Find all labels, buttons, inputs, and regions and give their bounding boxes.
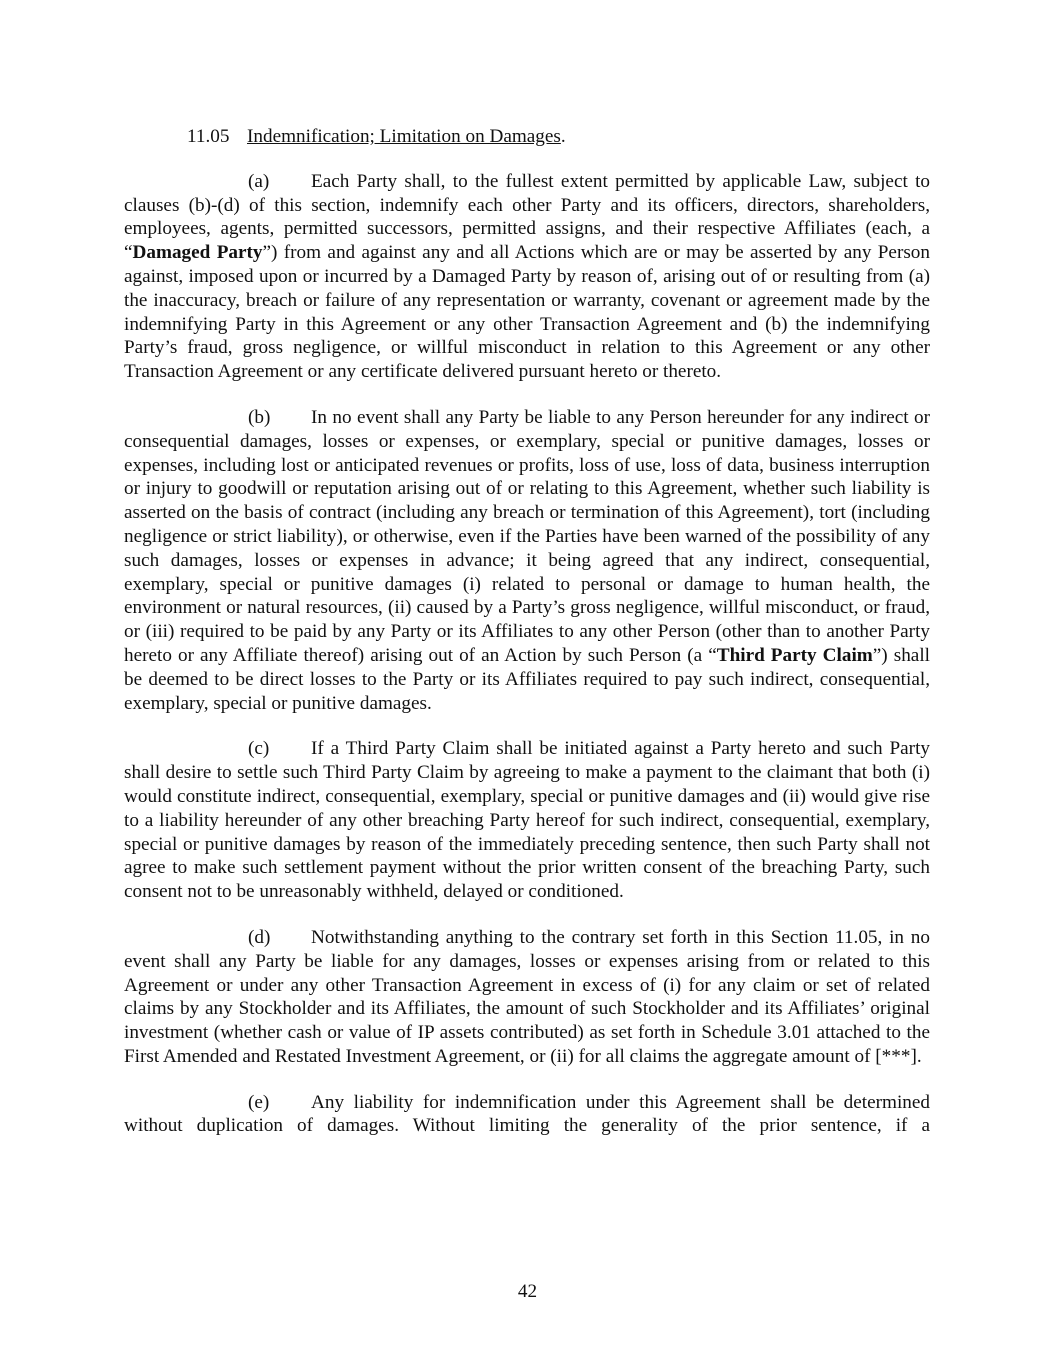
paragraph-c — [124, 737, 930, 904]
section-title: Indemnification; Limitation on Damages — [247, 126, 561, 147]
paragraph-text: Notwithstanding anything to the contrary set forth in this Section 11.05, in no event shall any Party be liable for any damages, losses or expenses arising from or related to this Agreement or under any other Transaction Agreement in excess of (i) for any claim or set of related claims by any Stockholder and its Affiliates, the amount of such Stockholder and its Affiliates’ original investment (whether cash or value of IP assets contributed) as set forth in Schedule 3.01 attached to the First Amended and Restated Investment Agreement, or (ii) for all claims the aggregate amount of [***]. — [124, 926, 930, 1067]
paragraph-a — [124, 170, 930, 384]
paragraph-text: Any liability for indemnification under this Agreement shall be determined without duplication of damages. Without limiting the generality of the prior sentence, if a — [124, 1091, 930, 1137]
section-heading — [124, 125, 930, 149]
section-number: 11.05 — [187, 126, 230, 147]
paragraph-d — [124, 926, 930, 1069]
paragraph-text: In no event shall any Party be liable to any Person hereunder for any indirect or consequential damages, losses or expenses, or exemplary, special or punitive damages, losses or expenses, including lost or anticipated revenues or profits, loss of use, loss of data, business interruption or injury to goodwill or reputation arising out of or relating to this Agreement, whether such liability is asserted on the basis of contract (including any breach or termination of this Agreement), tort (including negligence or strict liability), or otherwise, even if the Parties have been warned of the possibility of any such damages, losses or expenses in advance; it being agreed that any indirect, consequential, exemplary, special or punitive damages (i) related to personal or damage to human health, the environment or natural resources, (ii) caused by a Party’s gross negligence, willful misconduct, or fraud, or (iii) required to be paid by any Party or its Affiliates to any other Person (other than to another Party hereto or any Affiliate thereof) arising out of an Action by such Person (a “ — [124, 406, 930, 666]
paragraph-e — [124, 1091, 930, 1139]
paragraph-text: ”) from and against any and all Actions which are or may be asserted by any Person against, imposed upon or incurred by a Damaged Party by reason of, arising out of or resulting from (a) the inaccuracy, breach or failure of any representation or warranty, covenant or agreement made by the indemnifying Party in this Agreement or any other Transaction Agreement and (b) the indemnifying Party’s fraud, gross negligence, or willful misconduct in relation to this Agreement or any other Transaction Agreement or any certificate delivered pursuant hereto or thereto. — [124, 242, 930, 383]
defined-term-damaged-party: Damaged Party — [132, 242, 263, 264]
defined-term-third-party-claim: Third Party Claim — [716, 644, 873, 666]
paragraph-text: ”) shall be deemed to be direct losses to the Party or its Affiliates required to pay such indirect, consequential, exemplary, special or punitive damages. — [124, 644, 930, 714]
section-title-period: . — [560, 126, 566, 147]
paragraph-text: Each Party shall, to the fullest extent permitted by applicable Law, subject to clauses (b)-(d) of this section, indemnify each other Party and its officers, directors, shareholders, employees, agents, permitted successors, permitted assigns, and their respective Affiliates (each, a “ — [124, 170, 930, 264]
paragraph-label: (c) — [248, 738, 270, 760]
paragraph-b — [124, 406, 930, 715]
paragraph-label: (e) — [248, 1091, 270, 1113]
paragraph-label: (b) — [248, 406, 271, 428]
paragraph-text: If a Third Party Claim shall be initiated against a Party hereto and such Party shall desire to settle such Third Party Claim by agreeing to make a payment to the claimant that both (i) would constitute indirect, consequential, exemplary, special or punitive damages and (ii) would give rise to a liability hereunder of any other breaching Party hereof for such indirect, consequential, exemplary, special or punitive damages by reason of the immediately preceding sentence, then such Party shall not agree to make such settlement payment without the prior written consent of the breaching Party, such consent not to be unreasonably withheld, delayed or conditioned. — [124, 738, 930, 903]
paragraph-label: (d) — [248, 926, 271, 948]
page-number: 42 — [517, 1281, 538, 1302]
paragraph-label: (a) — [248, 170, 270, 192]
document-page — [124, 125, 930, 1160]
